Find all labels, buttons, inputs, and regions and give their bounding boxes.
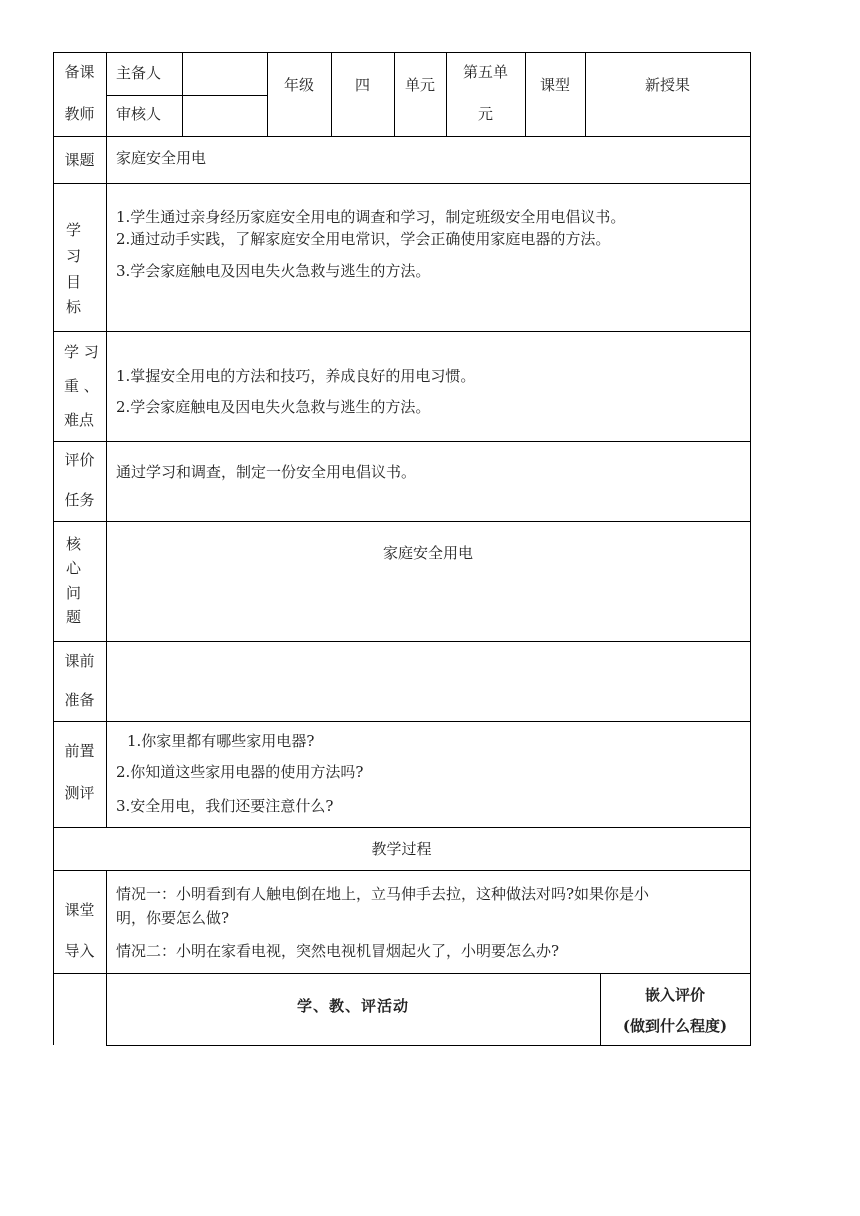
- objective-item: 3.学会家庭触电及因电失火急救与逃生的方法。: [116, 262, 431, 280]
- pre-assessment-item: 2.你知道这些家用电器的使用方法吗?: [116, 763, 364, 781]
- process-title: 教学过程: [371, 840, 432, 858]
- key-point-item: 2.学会家庭触电及因电失火急救与逃生的方法。: [116, 398, 431, 416]
- lesson-type-value: 新授果: [644, 76, 690, 94]
- pre-assessment-label-line: 前置: [64, 742, 95, 760]
- evaluation-task-value: 通过学习和调查，制定一份安全用电倡议书。: [116, 463, 417, 481]
- key-point-item: 1.掌握安全用电的方法和技巧，养成良好的用电习惯。: [116, 367, 476, 385]
- core-question-label-char: 心: [66, 559, 82, 577]
- core-question-label-char: 问: [66, 584, 82, 602]
- main-preparer-label: 主备人: [116, 64, 162, 82]
- objectives-label-char: 标: [66, 298, 82, 316]
- teacher-label-line2: 教师: [64, 105, 95, 123]
- pre-assessment-item: 1.你家里都有哪些家用电器?: [127, 732, 315, 750]
- objectives-label-char: 习: [66, 247, 82, 265]
- evaluation-task-label-line: 任务: [64, 491, 95, 509]
- teacher-label-line1: 备课: [64, 63, 95, 81]
- embed-evaluation-header-line2: (做到什么程度): [622, 1017, 728, 1035]
- lesson-type-label: 课型: [539, 76, 570, 94]
- key-points-label-line: 重 、: [64, 377, 99, 395]
- reviewer-label: 审核人: [116, 105, 162, 123]
- unit-label: 单元: [404, 76, 435, 94]
- pre-assessment-label-line: 测评: [64, 784, 95, 802]
- introduction-label-line: 课堂: [64, 901, 95, 919]
- embed-evaluation-header-line1: 嵌入评价: [644, 986, 705, 1004]
- core-question-label-char: 题: [66, 608, 82, 626]
- activities-header: 学、教、评活动: [296, 997, 409, 1015]
- unit-value-line2: 元: [477, 105, 493, 123]
- preparation-label-line: 准备: [64, 691, 95, 709]
- grade-label: 年级: [283, 76, 314, 94]
- introduction-line: 明，你要怎么做?: [116, 909, 230, 927]
- topic-value: 家庭安全用电: [116, 149, 207, 167]
- core-question-value: 家庭安全用电: [382, 544, 473, 562]
- introduction-line: 情况二：小明在家看电视，突然电视机冒烟起火了，小明要怎么办?: [116, 942, 560, 960]
- preparation-label-line: 课前: [64, 652, 95, 670]
- key-points-label-line: 难点: [64, 411, 95, 429]
- pre-assessment-item: 3.安全用电，我们还要注意什么?: [116, 797, 334, 815]
- topic-label: 课题: [64, 151, 95, 169]
- introduction-line: 情况一：小明看到有人触电倒在地上，立马伸手去拉，这种做法对吗?如果你是小: [116, 885, 650, 903]
- objective-item: 1.学生通过亲身经历家庭安全用电的调查和学习，制定班级安全用电倡议书。: [116, 208, 626, 226]
- evaluation-task-label-line: 评价: [64, 451, 95, 469]
- objectives-label-char: 学: [66, 221, 82, 239]
- key-points-label-line: 学 习: [64, 343, 99, 361]
- unit-value-line1: 第五单: [462, 63, 508, 81]
- objectives-label-char: 目: [66, 273, 82, 291]
- objective-item: 2.通过动手实践，了解家庭安全用电常识，学会正确使用家庭电器的方法。: [116, 230, 611, 248]
- introduction-label-line: 导入: [64, 942, 95, 960]
- grade-value: 四: [354, 76, 370, 94]
- core-question-label-char: 核: [66, 535, 82, 553]
